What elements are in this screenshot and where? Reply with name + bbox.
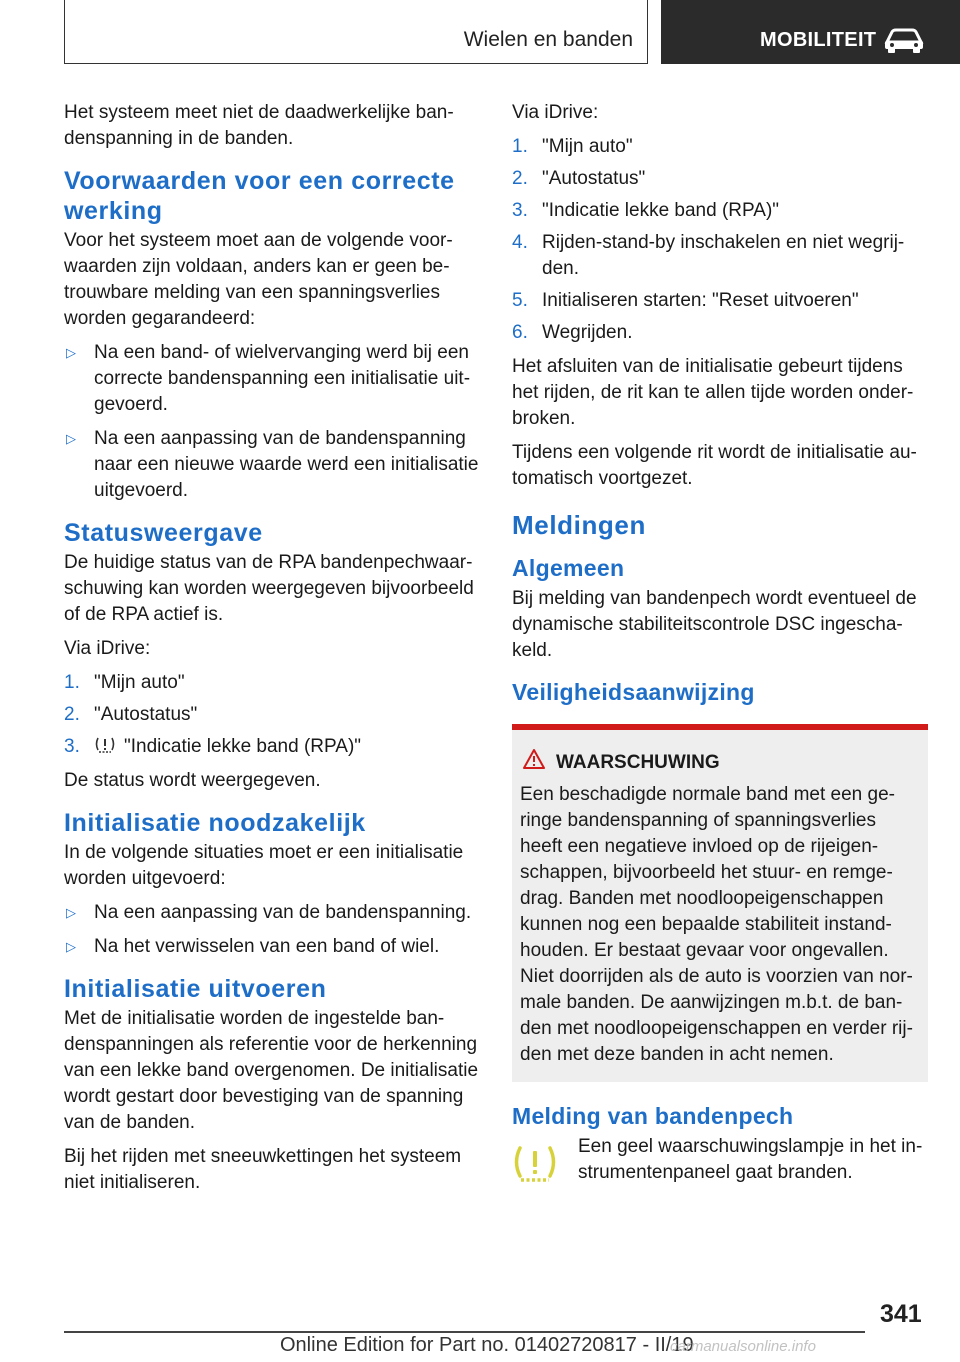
triangle-bullet-icon: ▷	[66, 431, 76, 446]
heading-meldingen: Meldingen	[512, 510, 646, 540]
warning-title: WAARSCHUWING	[556, 752, 720, 773]
section-title: Wielen en banden	[463, 28, 633, 51]
warning-text: Een beschadigde normale band met een ge-ringe bandenspanning of spanningsverlies heeft een negatieve invloed op de rijeigen-schappen, bijvoorbeeld het stuur- en remge-drag. Banden met noodloopeigenschappen kunnen nog een bepaalde stabiliteit instand-houden. Er bestaat gevaar voor ongevallen. Niet doorrijden als de auto is voorzien van nor-male banden. De aanwijzingen m.b.t. de ban-den met noodloopeigenschappen en verder rij-den met deze banden in acht nemen.	[520, 784, 913, 1065]
init-steps	[512, 134, 928, 346]
algemeen-paragraph: Bij melding van bandenpech wordt eventueel de dynamische stabiliteitscontrole DSC ingescha-keld.	[512, 588, 917, 661]
footer-edition: Online Edition for Part no. 01402720817 - II/19	[280, 1334, 694, 1356]
warning-header	[520, 750, 920, 776]
list-item: 1. "Mijn auto"	[64, 672, 185, 693]
list-item: 6. Wegrijden.	[512, 322, 633, 343]
init-needed-paragraph: In de volgende situaties moet er een initialisatie worden uitgevoerd:	[64, 842, 464, 889]
init-needed-list	[64, 900, 480, 960]
car-icon	[883, 26, 925, 54]
status-paragraph: De huidige status van de RPA bandenpechwaar-schuwing kan worden weergegeven bijvoorbeeld of de RPA actief is.	[64, 552, 474, 625]
after-paragraph-1: Het afsluiten van de initialisatie gebeurt tijdens het rijden, de rit kan te allen tijde worden onder-broken.	[512, 356, 914, 429]
init-do-paragraph-2: Bij het rijden met sneeuwkettingen het systeem niet initialiseren.	[64, 1146, 462, 1193]
heading-init-needed: Initialisatie noodzakelijk	[64, 809, 366, 837]
after-paragraph-2: Tijdens een volgende rit wordt de initialisatie au-tomatisch voortgezet.	[512, 442, 917, 489]
list-item: 1. "Mijn auto"	[512, 136, 633, 157]
heading-conditions: Voorwaarden voor een correcte werking	[64, 167, 455, 225]
pech-block	[512, 1134, 928, 1194]
list-item: 2. "Autostatus"	[64, 704, 198, 725]
chapter-title: MOBILITEIT	[760, 29, 877, 51]
init-do-paragraph: Met de initialisatie worden de ingestelde ban-denspanningen als referentie voor de herkenning van een lekke band overgenomen. De initialisatie wordt gestart door bevestiging van de spanning van de banden.	[64, 1008, 479, 1133]
warning-box	[512, 724, 928, 1082]
list-item: ▷ Na het verwisselen van een band of wiel.	[64, 934, 480, 960]
right-column	[512, 100, 928, 1194]
triangle-bullet-icon: ▷	[66, 345, 76, 360]
page-number: 341	[880, 1300, 922, 1328]
pech-paragraph: Een geel waarschuwingslampje in het in-strumentenpaneel gaat branden.	[578, 1136, 923, 1183]
list-item: ▷ Na een aanpassing van de bandenspanning naar een nieuwe waarde werd een initialisatie uitgevoerd.	[66, 428, 479, 501]
list-item: 5. Initialiseren starten: "Reset uitvoeren"	[512, 290, 859, 311]
conditions-paragraph: Voor het systeem moet aan de volgende voor-waarden zijn voldaan, anders kan er geen be-trouwbare melding van een spanningsverlies worden gegarandeerd:	[64, 230, 453, 329]
via-idrive: Via iDrive:	[512, 102, 599, 123]
list-item: ▷ Na een aanpassing van de bandenspanning.	[64, 900, 480, 926]
heading-veiligheid: Veiligheidsaanwijzing	[512, 679, 755, 705]
heading-init-do: Initialisatie uitvoeren	[64, 975, 327, 1003]
tire-pressure-warning-icon	[512, 1144, 558, 1184]
left-column	[64, 100, 480, 1204]
status-steps	[64, 670, 480, 760]
header-chapter-box	[661, 0, 960, 64]
watermark: carmanualsonline.info	[670, 1338, 816, 1355]
heading-pech: Melding van bandenpech	[512, 1103, 794, 1129]
list-item: 3. "Indicatie lekke band (RPA)"	[64, 736, 362, 757]
list-item: 3. "Indicatie lekke band (RPA)"	[512, 200, 780, 221]
list-item: 4. Rijden-stand-by inschakelen en niet wegrij-den.	[512, 232, 905, 279]
list-item: ▷ Na een band- of wielvervanging werd bij een correcte bandenspanning een initialisatie uit-gevoerd.	[66, 342, 471, 415]
intro-paragraph: Het systeem meet niet de daadwerkelijke ban-denspanning in de banden.	[64, 102, 454, 149]
footer-divider	[64, 1331, 865, 1333]
status-via: Via iDrive:	[64, 638, 151, 659]
header-section-box	[64, 0, 648, 64]
status-after: De status wordt weergegeven.	[64, 770, 321, 791]
triangle-bullet-icon: ▷	[66, 905, 76, 920]
heading-algemeen: Algemeen	[512, 555, 625, 581]
conditions-list	[64, 340, 480, 504]
triangle-bullet-icon: ▷	[66, 939, 76, 954]
heading-status: Statusweergave	[64, 519, 263, 547]
warning-triangle-icon	[522, 748, 546, 770]
tire-pressure-icon	[94, 736, 116, 754]
list-item: 2. "Autostatus"	[512, 168, 646, 189]
